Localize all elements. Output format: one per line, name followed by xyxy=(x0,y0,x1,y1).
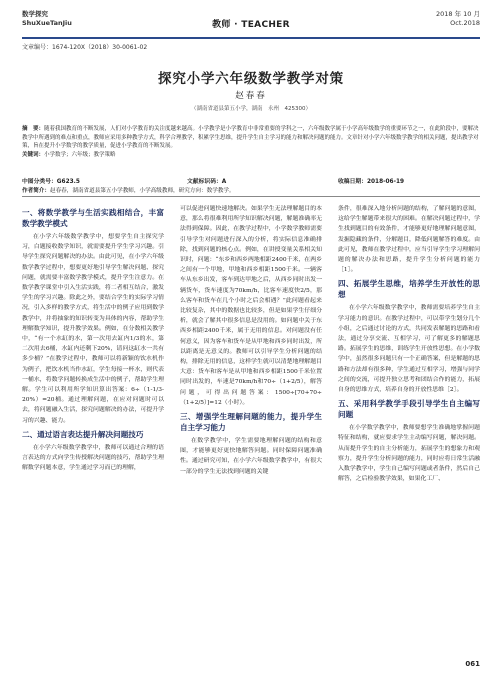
abstract-label: 摘 要： xyxy=(22,126,45,132)
abstract-rule xyxy=(22,196,480,197)
page-number: 061 xyxy=(465,660,480,668)
section-heading-2: 二、通过语言表达提升解决问题技巧 xyxy=(22,429,144,439)
column-2 xyxy=(180,204,322,477)
page-header xyxy=(22,10,480,36)
document-code: 文献标识码：A xyxy=(187,179,227,185)
body-paragraph: 在小学六年级数学教学中，教师需要培养学生自主学习能力的意识。在教学过程中，可以带学生划分几个小组，之后通过讨论的方式，共同发表解题的思路和看法，通过分享交流、互相学习，可了解更多的解题思路。拓展学生的思维，训练学生开放性思想。在小学数学中，虽然很多问题只有一个正确答案，但是解题的思路和方法却有很多种，学生通过互相学习，增强与同学之间的交流，可提升独立思考和团结合作的能力，拓展自身的思维方式，培养自身的开放性思维［2］。 xyxy=(338,305,480,394)
body-paragraph: 在小学六年级数学教学中，教师可以通过合理的语言表达的方式向学生传授解决问题的技巧，帮助学生理解数学问题本意，学生通过学习而已的理解， xyxy=(22,444,164,472)
keywords-line xyxy=(22,151,480,160)
author-name: 赵春春 xyxy=(235,91,267,101)
abstract-text: 随着我国教育的不断发展，人们对小学教育的关注度越来越高。小学教学是小学教育中非常重要的学科之一，六年级数学属于小学高年级数学的重要环节之一，在此阶段中，要解决教学中所遇到的难点和重点，教师应采用多种教学方式，科学合理教学，积累学生思维，提升学生自主学习的能力和解决问题的能力。文章针对小学六年级数学教学的相关问题，提出教学对策，旨在提升小学数学的教学质量，促进小学教育的不断发展。 xyxy=(22,126,479,150)
author-intro-label: 作者简介： xyxy=(22,188,50,194)
journal-name-en: ShuXueTanJiu xyxy=(22,19,72,27)
issue-date-cn: 2018 年 10 月 xyxy=(435,10,480,18)
abstract-paragraph xyxy=(22,125,480,151)
column-1 xyxy=(22,204,164,473)
clc-number: 中图分类号：G623.5 xyxy=(22,179,80,185)
section-heading-1: 一、将数学教学与生活实践相结合，丰富数学教学模式 xyxy=(22,208,164,228)
column-3 xyxy=(338,204,480,484)
body-paragraph: 可以促进问题快速地解决。如果学生无法理解题目的本意，那么将很难利用所学知识解决问题，解题准确率无法得到保障。因此，在教学过程中，小学数学教师需要引导学生对问题进行深入的分析，将实际信息准确排除，找到问题的核心点。例如，在讲授变量关系相关知识时，问题：“东乡和西乡两地相距2400千米，在两乡之间有一个甲地，甲地和西乡相距1500千米。一辆客车从东乡出发，客车到达甲地之后，从西乡同时出发一辆货车，货车速度为70km/h，比客车速度快2/5，那么客车和货车在几个小时之后会相遇？”此问题看起来比较复杂，其中的数据也比较多，但是如果学生仔细分析，就会了解其中很多信息是没用的。如问题中关于东西乡相距2400千米，属于无用的信息。对问题没有任何意义，因为客车和货车是从甲地和西乡同时出发，所以距离是无意义的。教师可以引导学生分析问题的结构，排除无用的信息，这样学生就可以清楚地理解题目大意：货车和客车是从甲地和西乡相距1500千米位置同时出发的，车速是70km/h和70÷（1+2/5），解答问题，可得出问题答案：1500÷[70+70÷（1+2/5）]=12（小时）。 xyxy=(180,206,322,406)
header-rule xyxy=(22,37,480,39)
keywords-text: 小学数学；六年级；教学策略 xyxy=(44,151,116,158)
section-heading-3: 三、增强学生理解问题的能力，提升学生自主学习能力 xyxy=(180,412,322,433)
article-number: 文章编号：1674-120X（2018）30-0061-02 xyxy=(22,44,148,51)
issue-date-en: Oct.2018 xyxy=(450,19,480,27)
author-intro-text: 赵春春，湖南省道县第五小学教师，小学高级教师，研究方向：数学教学。 xyxy=(49,188,235,194)
body-paragraph: 在小学六年级数学教学中，想要学生自主探究学习，白题接收数学知识，就需要提升学生学习兴趣。引导学生探究问题解决的办法。由此可见，在小学六年级数学教学过程中，想要更好地引导学生解决问题、探究问题，就需要丰富数学教学模式，提升学生注意力。在数学教学课堂中引入生活实践，将二者相互结合，激发学生的学习兴趣。除此之外，要结合学生的实际学习情况，引入多样的教学方式，将生活中的例子应用到数学教学中，并将抽象的知识转变为具体的内容，帮助学生理解数学知识，提升教学效果。例如，在分数相关教学中，“有一个水缸的水，第一次用去缸内1/3的水，第二次用去6桶，水缸内还剩下20%，请问这缸水一共有多少桶？”在教学过程中，教师可以将新颖的饮水机作为例子，把饮水机当作水缸，学生每接一杯水，则代表一桶水，将数学问题转换成生活中的例子，帮助学生理解。学生可以利用所学知识算出答案：6÷（1-1/3-20%）=20桶。通过理解问题，在应对问题时可以去，将问题融入生活，探究问题解决的办法，可提升学习的兴趣、能力。 xyxy=(22,234,164,424)
article-title: 探究小学六年级数学教学对策 xyxy=(158,71,344,87)
section-heading-4: 四、拓展学生思维，培养学生开放性的思想 xyxy=(338,279,480,300)
section-heading-5: 五、采用科学教学手段引导学生自主编写问题 xyxy=(338,399,480,420)
keywords-label: 关键词： xyxy=(22,151,45,158)
received-date: 收稿日期：2018-06-19 xyxy=(338,179,405,185)
body-paragraph: 在数学教学中，学生需要地理解问题的结构和意图，才能够更好更快地解答问题。同时保障问题准确性。通过研究可知，在小学六年级数学教学中，有很大一部分的学生无法找到问题的关键 xyxy=(180,438,322,475)
author-intro xyxy=(22,186,480,194)
abstract xyxy=(22,125,480,159)
body-paragraph: 条件，很难深入地分析问题的结构，了解问题的意图，这给学生解题带来很大的困难。在解决问题过程中，学生找到题目的有效条件，才能够更好地理解问题意图，发掘隐藏的条件，分解题目，降低问题解答的难度。由此可见，教师在教学过程中，应当引导学生学习理解问题的解决办法和思路，提升学生分析问题的能力［1］。 xyxy=(338,206,480,274)
journal-name-cn: 数学探究 xyxy=(22,10,48,18)
journal-section-title: 教师 · TEACHER xyxy=(212,20,290,30)
body-paragraph: 在小学数学教学中，教师要想学生准确地掌握问题特征和结构，就应要求学生主动编写问题，解决问题。从而提升学生的自主分析能力，拓展学生的想象力和观察力，提升学生分析问题的能力，同时应将日常生活融入数学教学中，学生自己编写问题或者条件，然后自己解答，之后检验教学效果，如果化工厂、 xyxy=(338,425,480,483)
author-affiliation: （湖南省道县第五小学，湖南 永州 425300） xyxy=(191,106,311,112)
issue-date xyxy=(436,10,480,28)
